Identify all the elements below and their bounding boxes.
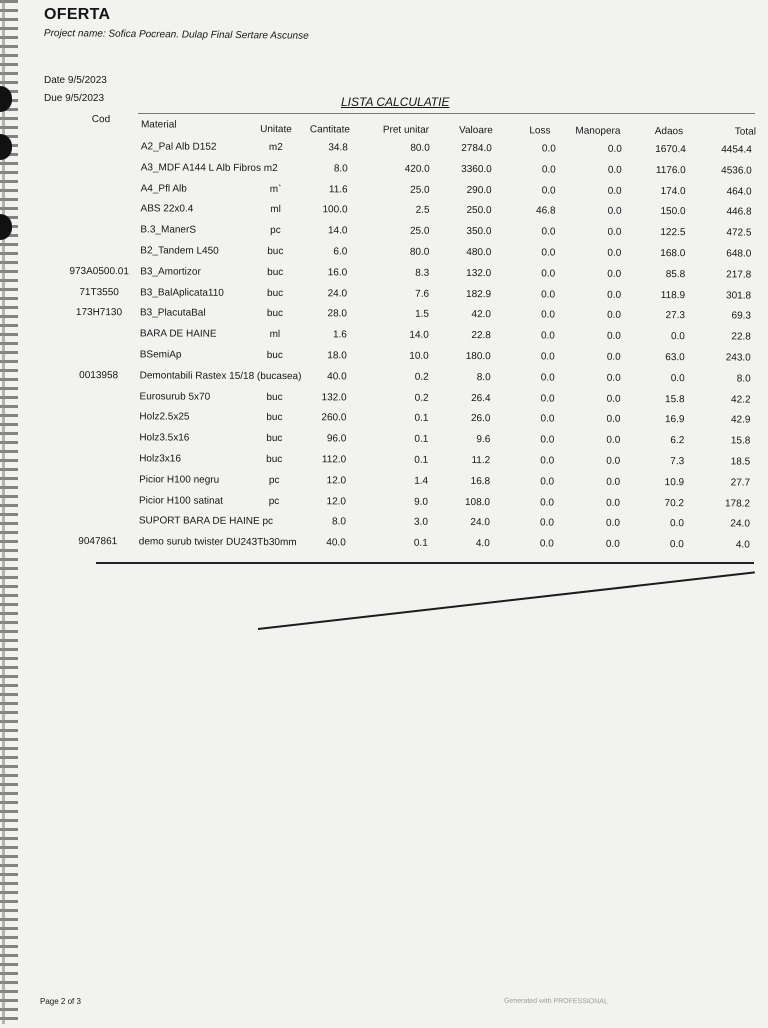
cell-quantity: 8.0 bbox=[304, 517, 346, 528]
table-row bbox=[0, 494, 766, 512]
cell-total: 42.2 bbox=[705, 394, 751, 405]
cell-unit: buc bbox=[253, 246, 297, 257]
cell-unit-price: 3.0 bbox=[374, 517, 428, 528]
cell-quantity: 14.0 bbox=[305, 225, 347, 236]
table-row bbox=[0, 369, 767, 387]
cell-total: 8.0 bbox=[705, 373, 751, 384]
cell-markup: 15.8 bbox=[639, 394, 685, 405]
cell-value: 16.8 bbox=[442, 476, 490, 487]
cell-unit: buc bbox=[253, 288, 297, 299]
cell-material: B3_PlacutaBal bbox=[140, 308, 206, 319]
cell-unit-price: 0.2 bbox=[375, 392, 429, 403]
table-row bbox=[0, 349, 767, 367]
table-row bbox=[0, 390, 767, 408]
cell-loss: 0.0 bbox=[516, 434, 554, 445]
column-header-material: Material bbox=[141, 119, 177, 130]
cell-labor: 0.0 bbox=[570, 518, 620, 529]
cell-value: 2784.0 bbox=[444, 143, 492, 154]
cell-markup: 16.9 bbox=[638, 414, 684, 425]
cell-value: 3360.0 bbox=[444, 164, 492, 175]
cell-markup: 6.2 bbox=[638, 435, 684, 446]
cell-unit-price: 0.1 bbox=[374, 455, 428, 466]
cell-loss: 0.0 bbox=[517, 372, 555, 383]
cell-loss: 0.0 bbox=[517, 351, 555, 362]
cell-total: 18.5 bbox=[704, 456, 750, 467]
table-row bbox=[0, 515, 766, 533]
cell-total: 217.8 bbox=[705, 269, 751, 280]
cell-markup: 27.3 bbox=[639, 310, 685, 321]
cell-unit-price: 9.0 bbox=[374, 496, 428, 507]
cell-total: 464.0 bbox=[706, 186, 752, 197]
table-row bbox=[0, 473, 766, 491]
column-header-cod: Cod bbox=[86, 114, 116, 125]
table-row bbox=[0, 245, 767, 263]
cell-unit-price: 1.5 bbox=[375, 309, 429, 320]
cell-labor: 0.0 bbox=[571, 289, 621, 300]
cell-unit: buc bbox=[253, 267, 297, 278]
cell-unit: pc bbox=[253, 225, 297, 236]
table-row bbox=[0, 453, 766, 471]
cell-labor: 0.0 bbox=[571, 206, 621, 217]
cell-value: 22.8 bbox=[443, 330, 491, 341]
cell-unit: pc bbox=[252, 495, 296, 506]
cell-unit: m` bbox=[254, 184, 298, 195]
cell-material: demo surub twister DU243Tb30mm bbox=[139, 537, 297, 549]
cell-unit-price: 7.6 bbox=[375, 288, 429, 299]
cell-total: 69.3 bbox=[705, 311, 751, 322]
cell-unit-price: 14.0 bbox=[375, 330, 429, 341]
cell-quantity: 24.0 bbox=[305, 288, 347, 299]
cell-value: 180.0 bbox=[443, 351, 491, 362]
cell-quantity: 40.0 bbox=[305, 371, 347, 382]
cell-labor: 0.0 bbox=[571, 352, 621, 363]
table-row bbox=[0, 265, 767, 283]
cell-loss: 0.0 bbox=[517, 393, 555, 404]
cell-unit-price: 0.2 bbox=[375, 371, 429, 382]
cell-unit-price: 8.3 bbox=[375, 267, 429, 278]
cell-loss: 0.0 bbox=[517, 247, 555, 258]
cell-markup: 1176.0 bbox=[640, 165, 686, 176]
cell-markup: 63.0 bbox=[639, 352, 685, 363]
table-row bbox=[0, 224, 767, 242]
cell-markup: 70.2 bbox=[638, 498, 684, 509]
cell-material: BSemiAp bbox=[140, 349, 182, 360]
due-date: Due 9/5/2023 bbox=[44, 93, 104, 104]
cell-markup: 118.9 bbox=[639, 290, 685, 301]
cell-markup: 10.9 bbox=[638, 477, 684, 488]
table-row bbox=[0, 411, 766, 429]
cell-labor: 0.0 bbox=[571, 248, 621, 259]
cell-cod: 9047861 bbox=[64, 536, 132, 547]
table-row bbox=[0, 536, 766, 554]
cell-quantity: 1.6 bbox=[305, 329, 347, 340]
cell-value: 350.0 bbox=[443, 226, 491, 237]
column-header-unit: Unitate bbox=[254, 124, 298, 135]
table-row bbox=[0, 141, 768, 159]
cell-loss: 0.0 bbox=[517, 268, 555, 279]
cell-value: 42.0 bbox=[443, 309, 491, 320]
cell-unit: pc bbox=[252, 475, 296, 486]
cell-quantity: 112.0 bbox=[304, 454, 346, 465]
cell-labor: 0.0 bbox=[571, 393, 621, 404]
cell-material: A4_Pfl Alb bbox=[141, 183, 187, 194]
cell-quantity: 16.0 bbox=[305, 267, 347, 278]
cell-loss: 0.0 bbox=[518, 143, 556, 154]
cell-value: 11.2 bbox=[442, 455, 490, 466]
table-row bbox=[0, 328, 767, 346]
document-date: Date 9/5/2023 bbox=[44, 75, 107, 86]
cell-total: 178.2 bbox=[704, 498, 750, 509]
cell-labor: 0.0 bbox=[572, 144, 622, 155]
cell-material: SUPORT BARA DE HAINE pc bbox=[139, 516, 273, 528]
cell-unit: ml bbox=[254, 204, 298, 215]
cell-value: 182.9 bbox=[443, 288, 491, 299]
cell-cod: 0013958 bbox=[65, 370, 133, 381]
cell-total: 243.0 bbox=[705, 352, 751, 363]
column-header-value: Valoare bbox=[448, 125, 504, 136]
cell-quantity: 12.0 bbox=[304, 496, 346, 507]
cell-labor: 0.0 bbox=[570, 476, 620, 487]
cell-markup: 174.0 bbox=[640, 186, 686, 197]
column-header-unit-price: Pret unitar bbox=[370, 125, 442, 136]
table-row bbox=[0, 307, 767, 325]
column-header-loss: Loss bbox=[520, 125, 560, 136]
document-title: OFERTA bbox=[44, 6, 110, 24]
table-row bbox=[0, 203, 768, 221]
cell-labor: 0.0 bbox=[571, 372, 621, 383]
cell-labor: 0.0 bbox=[570, 539, 620, 550]
cell-value: 26.0 bbox=[442, 413, 490, 424]
column-header-quantity: Cantitate bbox=[300, 124, 360, 135]
cell-value: 8.0 bbox=[443, 372, 491, 383]
cell-value: 4.0 bbox=[442, 538, 490, 549]
cell-unit: buc bbox=[253, 308, 297, 319]
cell-unit: buc bbox=[253, 392, 297, 403]
cell-labor: 0.0 bbox=[571, 310, 621, 321]
cell-loss: 0.0 bbox=[516, 476, 554, 487]
cell-value: 26.4 bbox=[443, 392, 491, 403]
page-number: Page 2 of 3 bbox=[40, 997, 81, 1006]
table-row bbox=[0, 286, 767, 304]
cell-quantity: 260.0 bbox=[304, 413, 346, 424]
cell-unit: buc bbox=[252, 433, 296, 444]
table-row bbox=[0, 161, 768, 179]
cell-labor: 0.0 bbox=[570, 456, 620, 467]
cell-material: B.3_ManerS bbox=[140, 225, 196, 236]
cell-unit-price: 0.1 bbox=[374, 538, 428, 549]
cell-material: B2_Tandem L450 bbox=[140, 245, 218, 256]
column-header-total: Total bbox=[710, 126, 756, 137]
cell-total: 24.0 bbox=[704, 519, 750, 530]
cell-unit-price: 10.0 bbox=[375, 351, 429, 362]
cell-labor: 0.0 bbox=[572, 164, 622, 175]
cell-material: A3_MDF A144 L Alb Fibros m2 bbox=[141, 162, 278, 174]
cell-quantity: 132.0 bbox=[305, 392, 347, 403]
cell-labor: 0.0 bbox=[571, 331, 621, 342]
cell-total: 648.0 bbox=[705, 248, 751, 259]
cell-quantity: 96.0 bbox=[304, 433, 346, 444]
cell-value: 480.0 bbox=[443, 247, 491, 258]
cell-markup: 150.0 bbox=[639, 206, 685, 217]
cell-material: Eurosurub 5x70 bbox=[140, 391, 211, 402]
cell-markup: 0.0 bbox=[638, 539, 684, 550]
cell-total: 15.8 bbox=[704, 435, 750, 446]
cell-total: 27.7 bbox=[704, 477, 750, 488]
cell-quantity: 11.6 bbox=[306, 184, 348, 195]
table-heading: LISTA CALCULATIE bbox=[341, 95, 449, 109]
table-row bbox=[0, 432, 766, 450]
cell-unit-price: 0.1 bbox=[374, 413, 428, 424]
cell-cod: 173H7130 bbox=[65, 307, 133, 318]
cell-labor: 0.0 bbox=[572, 185, 622, 196]
cell-quantity: 100.0 bbox=[306, 205, 348, 216]
cell-material: B3_BalAplicata110 bbox=[140, 287, 224, 298]
cell-cod: 973A0500.01 bbox=[65, 266, 133, 277]
cell-unit-price: 80.0 bbox=[376, 143, 430, 154]
cell-loss: 0.0 bbox=[516, 414, 554, 425]
cell-loss: 0.0 bbox=[517, 289, 555, 300]
cell-material: BARA DE HAINE bbox=[140, 329, 217, 340]
cell-loss: 0.0 bbox=[517, 330, 555, 341]
cell-loss: 0.0 bbox=[516, 455, 554, 466]
cell-quantity: 28.0 bbox=[305, 309, 347, 320]
cell-unit-price: 0.1 bbox=[374, 434, 428, 445]
cell-quantity: 34.8 bbox=[306, 142, 348, 153]
table-row bbox=[0, 182, 768, 200]
cell-loss: 46.8 bbox=[517, 206, 555, 217]
cell-labor: 0.0 bbox=[570, 414, 620, 425]
cell-labor: 0.0 bbox=[571, 227, 621, 238]
cell-total: 4536.0 bbox=[706, 165, 752, 176]
cell-unit-price: 2.5 bbox=[376, 205, 430, 216]
cell-total: 301.8 bbox=[705, 290, 751, 301]
cell-material: Picior H100 negru bbox=[139, 474, 219, 485]
cell-material: A2_Pal Alb D152 bbox=[141, 141, 217, 152]
cell-labor: 0.0 bbox=[571, 268, 621, 279]
table-header-row bbox=[0, 119, 768, 137]
cell-total: 4454.4 bbox=[706, 144, 752, 155]
cell-markup: 85.8 bbox=[639, 269, 685, 280]
cell-markup: 1670.4 bbox=[640, 144, 686, 155]
cell-value: 9.6 bbox=[442, 434, 490, 445]
cell-value: 290.0 bbox=[444, 184, 492, 195]
cell-material: B3_Amortizor bbox=[140, 266, 201, 277]
cell-unit-price: 25.0 bbox=[376, 184, 430, 195]
column-header-labor: Manopera bbox=[566, 126, 630, 137]
cell-quantity: 12.0 bbox=[304, 475, 346, 486]
generated-by: Generated with PROFESSIONAL bbox=[504, 998, 608, 1006]
cell-value: 24.0 bbox=[442, 517, 490, 528]
cell-quantity: 18.0 bbox=[305, 350, 347, 361]
cell-loss: 0.0 bbox=[518, 164, 556, 175]
cell-material: Holz3.5x16 bbox=[139, 433, 189, 444]
cell-markup: 7.3 bbox=[638, 456, 684, 467]
cell-material: Holz3x16 bbox=[139, 453, 181, 464]
cell-unit: m2 bbox=[254, 142, 298, 153]
cell-value: 250.0 bbox=[444, 205, 492, 216]
cell-markup: 122.5 bbox=[639, 227, 685, 238]
cell-unit-price: 1.4 bbox=[374, 475, 428, 486]
cell-unit: buc bbox=[253, 350, 297, 361]
cell-loss: 0.0 bbox=[518, 185, 556, 196]
cell-total: 22.8 bbox=[705, 331, 751, 342]
cell-quantity: 6.0 bbox=[305, 246, 347, 257]
cell-quantity: 8.0 bbox=[306, 163, 348, 174]
cell-loss: 0.0 bbox=[516, 497, 554, 508]
cell-total: 4.0 bbox=[704, 539, 750, 550]
cell-material: Holz2.5x25 bbox=[139, 412, 189, 423]
cell-markup: 0.0 bbox=[638, 518, 684, 529]
cell-total: 446.8 bbox=[705, 207, 751, 218]
cell-labor: 0.0 bbox=[570, 497, 620, 508]
cell-material: ABS 22x0.4 bbox=[141, 204, 194, 215]
project-name: Project name: Sofica Pocrean. Dulap Final Sertare Ascunse bbox=[44, 28, 309, 42]
cell-value: 108.0 bbox=[442, 496, 490, 507]
cell-loss: 0.0 bbox=[517, 310, 555, 321]
cell-unit-price: 80.0 bbox=[375, 247, 429, 258]
cell-markup: 0.0 bbox=[639, 331, 685, 342]
cell-total: 42.9 bbox=[704, 415, 750, 426]
cell-value: 132.0 bbox=[443, 268, 491, 279]
cell-material: Demontabili Rastex 15/18 (bucasea) bbox=[140, 370, 302, 382]
cell-unit: ml bbox=[253, 329, 297, 340]
cell-material: Picior H100 satinat bbox=[139, 495, 223, 506]
cell-markup: 0.0 bbox=[639, 373, 685, 384]
table-bottom-rule bbox=[96, 562, 754, 564]
cell-unit: buc bbox=[252, 454, 296, 465]
column-header-markup: Adaos bbox=[644, 126, 694, 137]
cell-unit-price: 420.0 bbox=[376, 163, 430, 174]
cell-total: 472.5 bbox=[705, 227, 751, 238]
cell-unit: buc bbox=[252, 412, 296, 423]
cell-labor: 0.0 bbox=[570, 435, 620, 446]
cell-loss: 0.0 bbox=[516, 538, 554, 549]
cell-unit-price: 25.0 bbox=[375, 226, 429, 237]
cell-cod: 71T3550 bbox=[65, 287, 133, 298]
cell-loss: 0.0 bbox=[516, 518, 554, 529]
cell-quantity: 40.0 bbox=[304, 537, 346, 548]
cell-markup: 168.0 bbox=[639, 248, 685, 259]
cell-loss: 0.0 bbox=[517, 226, 555, 237]
